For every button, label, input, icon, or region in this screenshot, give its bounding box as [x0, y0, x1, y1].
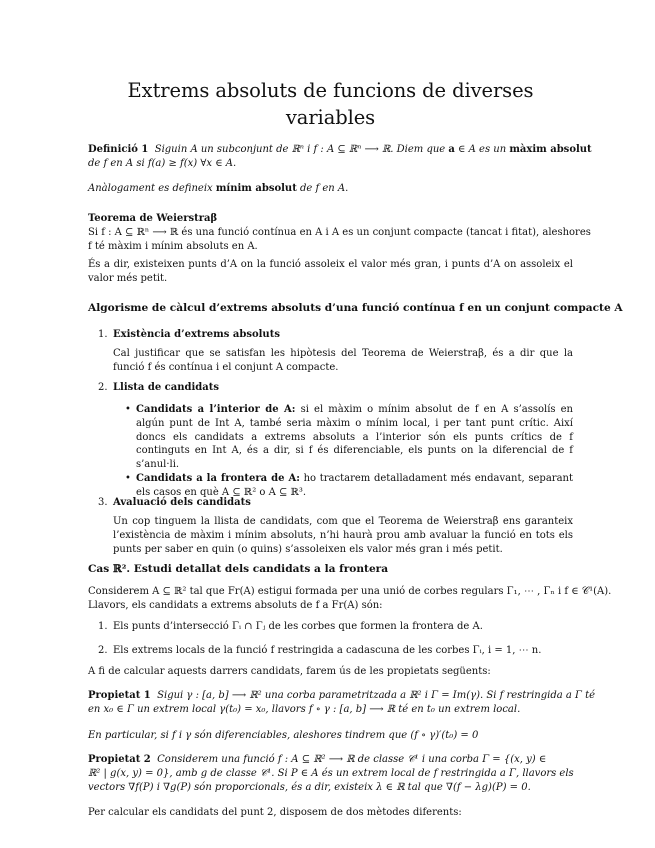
definition-point: a [448, 144, 455, 155]
candidates-interior [136, 403, 573, 472]
property-2 [88, 753, 573, 794]
definition-1 [88, 143, 592, 171]
step-body: Un cop tinguem la llista de candidats, com que el Teorema de Weierstraβ ens garanteix l’existència de màxim i mínim absoluts, n’hi haurà prou amb avaluar la funció en tots els punts per saber en quin (o quins) s’assoleixen els valor més gran i més petit. [113, 516, 573, 555]
case-intro-line-1: Considerem A ⊆ ℝ² tal que Fr(A) estigui formada per una unió de corbes regulars Γ₁, ⋯ , Γₙ i f ∈ 𝒞¹(A). [88, 586, 612, 597]
definition-line-2: de f en A si f(a) ≥ f(x) ∀x ∈ A. [88, 157, 237, 169]
step-number: 2. [98, 382, 108, 393]
step-number: 3. [98, 497, 108, 508]
weierstrass-line-2: f té màxim i mínim absoluts en A. [88, 240, 258, 252]
property-line-2: en x₀ ∈ Γ un extrem local γ(t₀) = x₀, llavors f ∘ γ : [a, b] ⟶ ℝ té en t₀ un extrem local. [88, 703, 521, 715]
bullet-icon: • [125, 404, 131, 415]
case-r2-intro [88, 585, 612, 613]
closing-text: Per calcular els candidats del punt 2, disposem de dos mètodes diferents: [88, 807, 462, 818]
algorithm-heading: Algorisme de càlcul d’extrems absoluts d’una funció contínua f en un conjunt compacte A [88, 302, 623, 314]
definition-text-mid: ∈ A es un [454, 144, 510, 155]
property-1 [88, 689, 596, 717]
analog-definition [88, 182, 573, 196]
property-line-3: vectors ∇f(P) i ∇g(P) són proporcionals, és a dir, existeix λ ∈ ℝ tal que ∇(f − λg)(P) = 0. [88, 781, 531, 793]
property-label: Propietat 1 [88, 690, 151, 701]
analog-text-end: de f en A. [296, 183, 349, 194]
weierstrass-heading: Teorema de Weierstraβ [88, 213, 218, 224]
document-title: Extrems absoluts de funcions de diverses variables [127, 79, 534, 129]
definition-text-start: Siguin A un subconjunt de ℝⁿ i f : A ⊆ ℝⁿ ⟶ ℝ. Diem que [154, 144, 449, 155]
item-number: 2. [98, 645, 108, 656]
weierstrass-explanation: És a dir, existeixen punts d’A on la funció assoleix el valor més gran, i punts d’A on assoleix el valor més petit. [88, 259, 573, 284]
item-number: 1. [98, 621, 108, 632]
case-intro-line-2: Llavors, els candidats a extrems absoluts de f a Fr(A) són: [88, 599, 383, 611]
step-title: Existència d’extrems absoluts [113, 329, 280, 340]
definition-term: màxim absolut [509, 144, 592, 155]
analog-text-start: Anàlogament es defineix [88, 183, 216, 194]
property-label: Propietat 2 [88, 754, 151, 765]
property-line-1: Considerem una funció f : A ⊆ ℝ² ⟶ ℝ de classe 𝒞¹ i una corba Γ = {(x, y) ∈ [157, 754, 547, 765]
weierstrass-line-1: Si f : A ⊆ ℝⁿ ⟶ ℝ és una funció contínua en A i A es un conjunt compacte (tancat i fitat), aleshores [88, 226, 591, 238]
properties-intro: A fi de calcular aquests darrers candidats, farem ús de les propietats següents: [88, 666, 491, 677]
property-1-note: En particular, si f i γ són diferenciables, aleshores tindrem que (f ∘ γ)′(t₀) = 0 [88, 730, 479, 741]
bullet-title: Candidats a la frontera de A: [136, 473, 300, 484]
analog-term: mínim absolut [215, 183, 297, 194]
bullet-title: Candidats a l’interior de A: [136, 404, 296, 415]
step-title: Llista de candidats [113, 382, 220, 393]
step-number: 1. [98, 329, 108, 340]
property-line-2: ℝ² | g(x, y) = 0}, amb g de classe 𝒞¹. Si P ∈ A és un extrem local de f restringida a Γ, llavors els [88, 767, 574, 779]
case-r2-heading: Cas ℝ². Estudi detallat dels candidats a la frontera [88, 563, 389, 575]
item-text: Els punts d’intersecció Γᵢ ∩ Γⱼ de les corbes que formen la frontera de A. [113, 621, 483, 632]
step-title: Avaluació dels candidats [113, 497, 251, 508]
weierstrass-theorem [88, 212, 591, 253]
bullet-icon: • [125, 473, 131, 484]
item-text: Els extrems locals de la funció f restringida a cadascuna de les corbes Γᵢ, i = 1, ⋯ n. [113, 645, 542, 656]
property-line-1: Sigui γ : [a, b] ⟶ ℝ² una corba parametritzada a ℝ² i Γ = Im(γ). Si f restringida a Γ té [157, 690, 596, 701]
bullet-text: ho tractarem detalladament més endavant, separant els casos en què A ⊆ ℝ² o A ⊆ ℝ³. [136, 473, 573, 498]
bullet-text: si el màxim o mínim absolut de f en A s’assolís en algún punt de Int A, també seria màxim o mínim local, i per tant punt crític. Així doncs els candidats a extrems absoluts a l’interior són els punts crítics de f continguts en Int A, és a dir, si f és diferenciable, els punts on la diferencial de f s’anul·li. [136, 404, 573, 471]
definition-label: Definició 1 [88, 144, 149, 155]
step-body: Cal justificar que se satisfan les hipòtesis del Teorema de Weierstraβ, és a dir que la funció f és contínua i el conjunt A compacte. [113, 348, 573, 373]
